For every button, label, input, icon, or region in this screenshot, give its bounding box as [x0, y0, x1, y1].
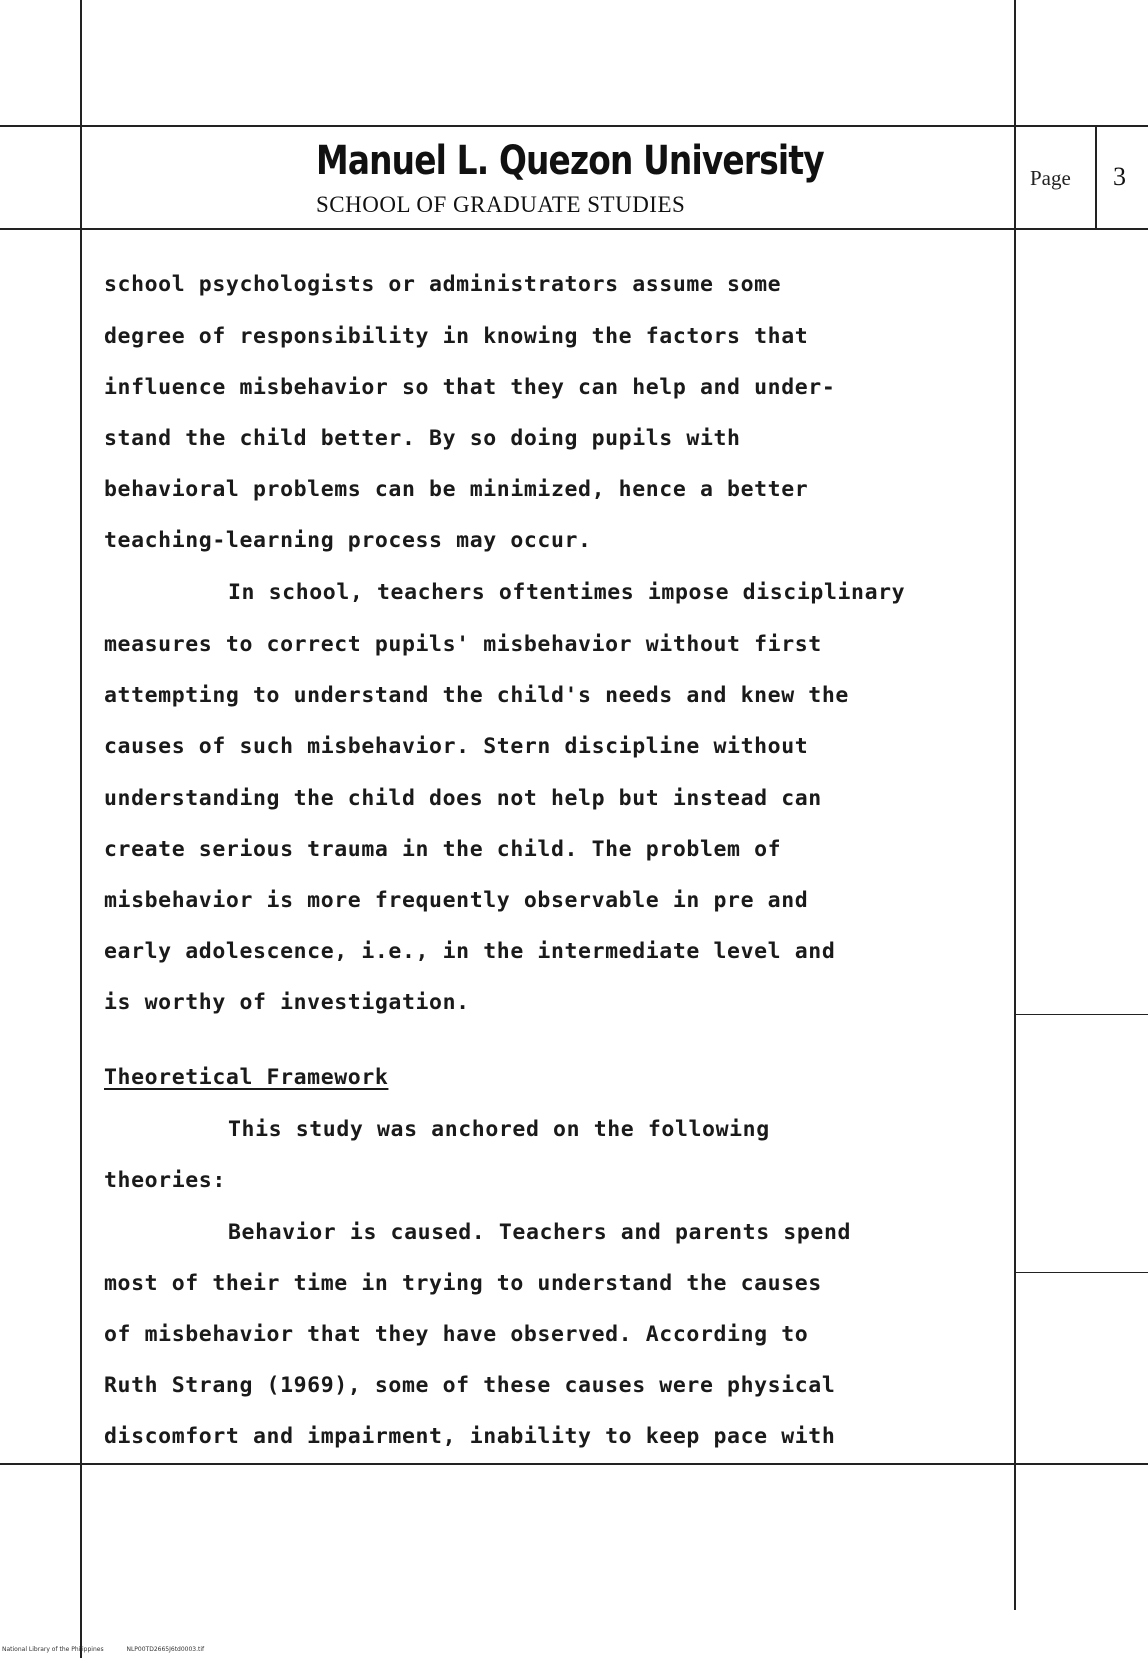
- scan-footer: [2, 1646, 204, 1653]
- body-line: This study was anchored on the following: [228, 1117, 770, 1142]
- body-line: attempting to understand the child's needs and knew the: [104, 683, 849, 708]
- margin-rule-2: [1014, 1272, 1148, 1273]
- footer-filename: NLP00TD2665J6td0003.tif: [126, 1646, 205, 1653]
- body-line: causes of such misbehavior. Stern discipline without: [104, 734, 809, 759]
- body-line: influence misbehavior so that they can help and under-: [104, 375, 836, 400]
- body-line: discomfort and impairment, inability to keep pace with: [104, 1424, 836, 1449]
- body-line: is worthy of investigation.: [104, 990, 470, 1015]
- body-line: most of their time in trying to understand the causes: [104, 1271, 822, 1296]
- body-line: school psychologists or administrators assume some: [104, 272, 782, 297]
- body-line: measures to correct pupils' misbehavior without first: [104, 632, 822, 657]
- body-line: misbehavior is more frequently observable in pre and: [104, 888, 809, 913]
- margin-rule-1: [1014, 1014, 1148, 1015]
- school-name: SCHOOL OF GRADUATE STUDIES: [316, 192, 686, 217]
- body-line: In school, teachers oftentimes impose disciplinary: [228, 580, 906, 605]
- body-line: theories:: [104, 1168, 226, 1193]
- page-box-divider: [1095, 125, 1097, 228]
- body-line: create serious trauma in the child. The problem of: [104, 837, 782, 862]
- section-heading: Theoretical Framework: [104, 1065, 389, 1090]
- body-line: of misbehavior that they have observed. According to: [104, 1322, 809, 1347]
- body-line: Ruth Strang (1969), some of these causes were physical: [104, 1373, 836, 1398]
- body-line: teaching-learning process may occur.: [104, 528, 592, 553]
- header-bottom-rule: [0, 228, 1148, 230]
- body-line: understanding the child does not help but instead can: [104, 786, 822, 811]
- body-line: Behavior is caused. Teachers and parents spend: [228, 1220, 852, 1245]
- body-line: behavioral problems can be minimized, hence a better: [104, 477, 809, 502]
- page-number: 3: [1113, 162, 1126, 191]
- body-line: early adolescence, i.e., in the intermediate level and: [104, 939, 836, 964]
- form-border-left: [80, 0, 82, 1658]
- page-label: Page: [1030, 166, 1071, 190]
- body-line: stand the child better. By so doing pupils with: [104, 426, 741, 451]
- footer-rule: [0, 1463, 1148, 1465]
- header-top-rule: [0, 125, 1148, 127]
- footer-source: National Library of the Philippines: [2, 1646, 104, 1653]
- university-name: Manuel L. Quezon University: [316, 138, 824, 184]
- body-line: degree of responsibility in knowing the factors that: [104, 324, 809, 349]
- form-border-right: [1014, 0, 1016, 1610]
